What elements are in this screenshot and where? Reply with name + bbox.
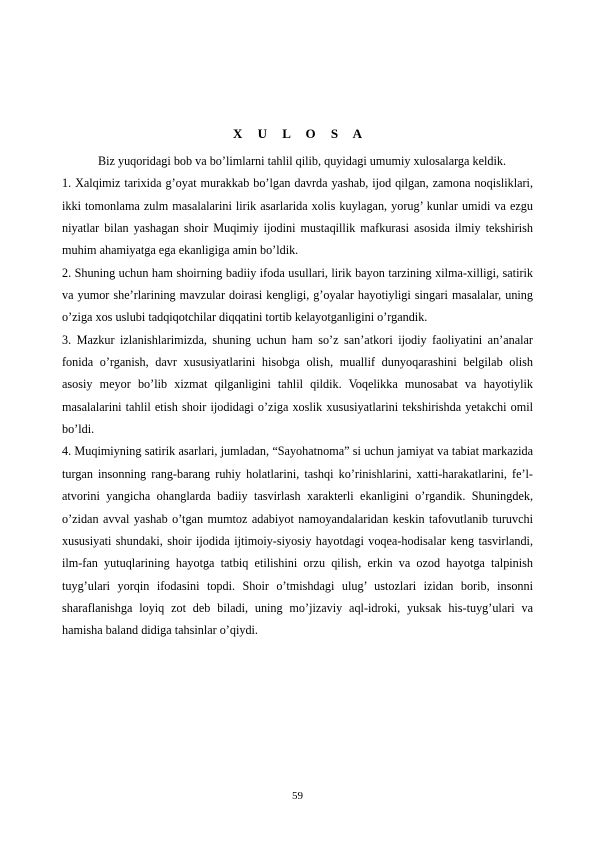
body-text [62,150,533,642]
conclusion-point-1: 1. Xalqimiz tarixida g’oyat murakkab bo’lgan davrda yashab, ijod qilgan, zamona noqisliklari, ikki tomonlama zulm masalalarini lirik asarlarida xolis kuylagan, yorug’ kunlar umidi va ezgu niyatlar bilan yashagan shoir Muqimiy ijodini mustaqillik mafkurasi asosida ilmiy tekshirish muhim ahamiyatga ega ekanligiga amin bo’ldik. [62,176,533,258]
conclusion-point-2: 2. Shuning uchun ham shoirning badiiy ifoda usullari, lirik bayon tarzining xilma-xilligi, satirik va yumor she’rlarining mavzular doirasi kengligi, g’oyalar hayotiyligi singari masalalar, uning o’ziga xos uslubi tadqiqotchilar diqqatini tortib kelayotganligini o’rgandik. [62,265,533,325]
page-number: 59 [292,790,303,802]
conclusion-point-4: 4. Muqimiyning satirik asarlari, jumladan, “Sayohatnoma” si uchun jamiyat va tabiat markazida turgan insonning rang-barang ruhiy holatlarini, tashqi ko’rinishlarini, xatti-harakatlarini, fe’l-atvorini yangicha ohanglarda badiiy tasvirlash xarakterli ekanligini o’rgandik. Shuningdek, o’zidan avval yashab o’tgan mumtoz adabiyot namoyandalaridan keskin tafovutlanib turuvchi xususiyati shundaki, shoir ijodida ijtimoiy-siyosiy hayotdagi voqea-hodisalar keng tasvirlandi, ilm-fan yutuqlarining hayotga tatbiq etilishini orzu qilish, erkin va ozod hayotga talpinish tuyg’ulari yorqin ifodasini topdi. Shoir o’tmishdagi ulug’ ustozlari izidan borib, insonni sharaflanishga loyiq zot deb biladi, uning mo’jizaviy aql-idroki, yuksak his-tuyg’ulari va hamisha baland didiga tahsinlar o’qiydi. [62,444,533,638]
page-title: X U L O S A [233,126,368,141]
intro-paragraph: Biz yuqoridagi bob va bo’limlarni tahlil qilib, quyidagi umumiy xulosalarga keldik. [98,154,506,168]
conclusion-point-3: 3. Mazkur izlanishlarimizda, shuning uchun ham so’z san’atkori ijodiy faoliyatini an’analar fonida o’rganish, davr xususiyatlarini hisobga olish, muallif dunyoqarashini belgilab olish asosiy meyor bo’lib xizmat qilganligini tahlil qildik. Voqelikka munosabat va hayotiylik masalalarini tahlil etish shoir ijodidagi o’ziga xoslik xususiyatlarini tekshirishda yetakchi omil bo’ldi. [62,332,533,437]
